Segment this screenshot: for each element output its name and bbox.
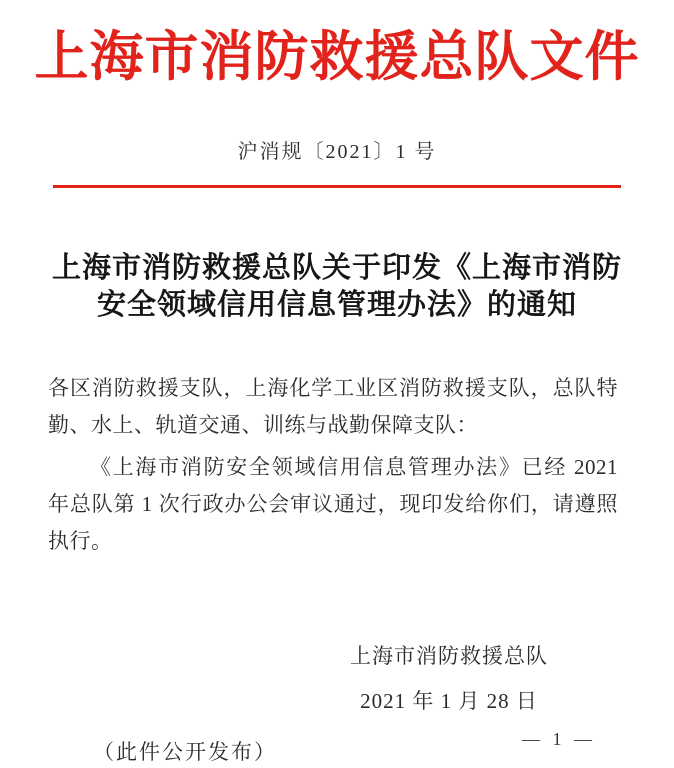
public-release-note: （此件公开发布） bbox=[93, 740, 277, 764]
signature-block bbox=[350, 640, 548, 715]
document-header-title: 上海市消防救援总队文件 bbox=[34, 27, 640, 87]
page-number: — 1 — bbox=[522, 729, 596, 749]
red-divider-line bbox=[53, 185, 621, 188]
signature-organization: 上海市消防救援总队 bbox=[350, 644, 548, 668]
notice-title-line-2: 安全领域信用信息管理办法》的通知 bbox=[96, 289, 577, 321]
body-paragraph-recipients: 各区消防救援支队，上海化学工业区消防救援支队，总队特勤、水上、轨道交通、训练与战勤保障支队： bbox=[48, 376, 618, 437]
signature-date: 2021 年 1 月 28 日 bbox=[360, 689, 538, 713]
document-body bbox=[0, 370, 674, 560]
body-paragraph-main: 《上海市消防安全领域信用信息管理办法》已经 2021 年总队第 1 次行政办公会审议通过，现印发给你们，请遵照执行。 bbox=[48, 455, 618, 553]
notice-title bbox=[0, 250, 674, 324]
document-number: 沪消规〔2021〕1 号 bbox=[237, 141, 437, 163]
notice-title-line-1: 上海市消防救援总队关于印发《上海市消防 bbox=[51, 252, 622, 284]
